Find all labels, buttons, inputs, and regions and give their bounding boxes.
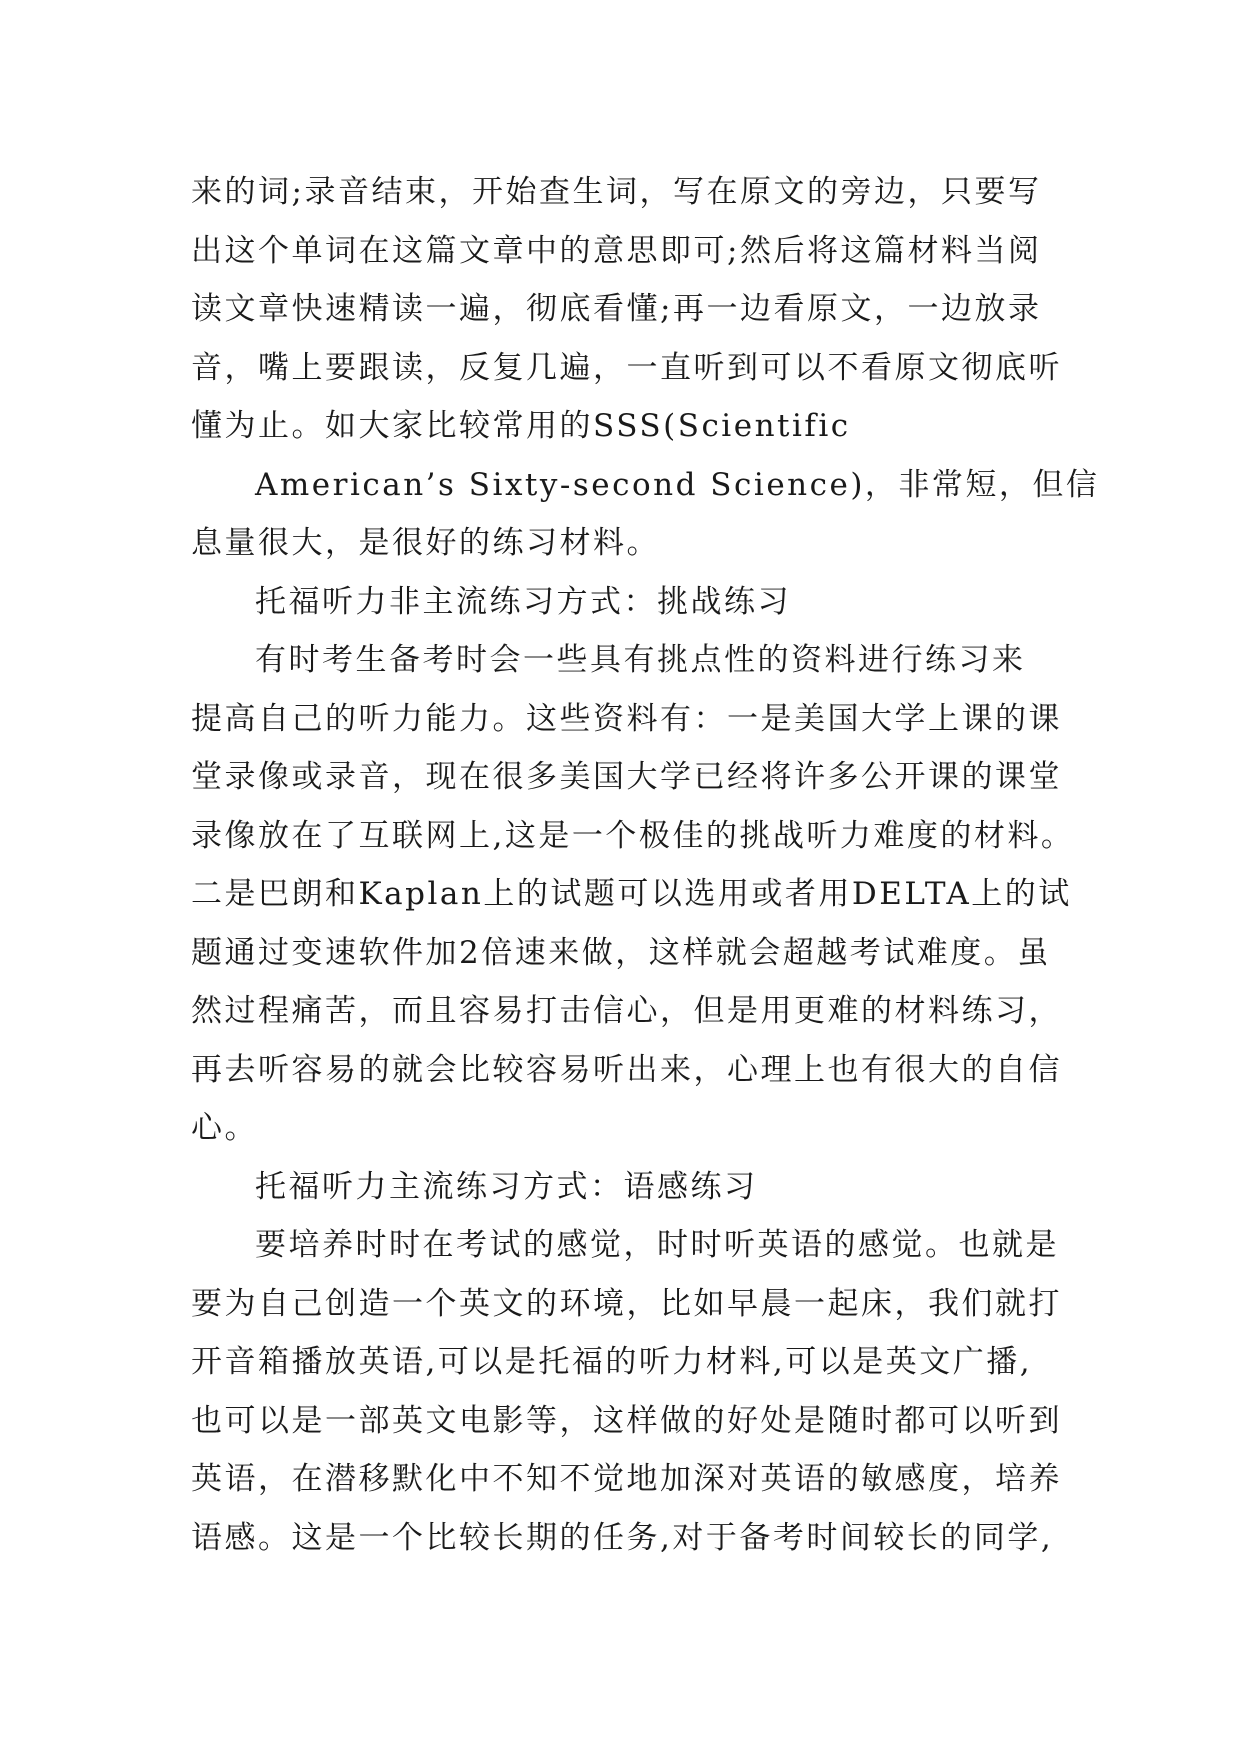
text-line: 录像放在了互联网上,这是一个极佳的挑战听力难度的材料。 <box>191 817 1075 854</box>
text-line: American’s Sixty-second Science)，非常短，但信 <box>255 466 1100 503</box>
paragraph <box>191 1216 1061 1567</box>
section-heading <box>191 1158 1061 1217</box>
paragraph <box>191 456 1100 573</box>
text-line: 音，嘴上要跟读，反复几遍，一直听到可以不看原文彻底听 <box>191 349 1062 386</box>
text-line: 读文章快速精读一遍，彻底看懂;再一边看原文，一边放录 <box>191 291 1042 327</box>
text-line: 托福听力主流练习方式：语感练习 <box>255 1168 758 1205</box>
text-line: 息量很大，是很好的练习材料。 <box>191 525 660 561</box>
text-line: 题通过变速软件加2倍速来做，这样就会超越考试难度。虽 <box>191 934 1051 971</box>
paragraph <box>191 163 1061 456</box>
text-line: 有时考生备考时会一些具有挑点性的资料进行练习来 <box>255 642 1026 678</box>
text-line: 出这个单词在这篇文章中的意思即可;然后将这篇材料当阅 <box>191 232 1042 269</box>
text-line: 堂录像或录音，现在很多美国大学已经将许多公开课的课堂 <box>191 759 1062 795</box>
paragraph <box>191 631 1075 1158</box>
text-line: 然过程痛苦，而且容易打击信心，但是用更难的材料练习， <box>191 993 1062 1029</box>
document-body <box>191 163 1100 1567</box>
text-line: 心。 <box>191 1110 258 1146</box>
text-line: 也可以是一部英文电影等，这样做的好处是随时都可以听到 <box>191 1402 1062 1439</box>
text-line: 懂为止。如大家比较常用的SSS(Scientific <box>191 408 851 444</box>
text-line: 开音箱播放英语,可以是托福的听力材料,可以是英文广播, <box>191 1344 1033 1380</box>
text-line: 语感。这是一个比较长期的任务,对于备考时间较长的同学, <box>191 1519 1054 1556</box>
text-line: 二是巴朗和Kaplan上的试题可以选用或者用DELTA上的试 <box>191 876 1072 912</box>
text-line: 再去听容易的就会比较容易听出来，心理上也有很大的自信 <box>191 1051 1062 1088</box>
section-heading <box>191 573 1061 632</box>
text-line: 来的词;录音结束，开始查生词，写在原文的旁边，只要写 <box>191 174 1042 210</box>
text-line: 要为自己创造一个英文的环境，比如早晨一起床，我们就打 <box>191 1285 1062 1322</box>
text-line: 要培养时时在考试的感觉，时时听英语的感觉。也就是 <box>255 1227 1059 1263</box>
text-line: 提高自己的听力能力。这些资料有：一是美国大学上课的课 <box>191 700 1062 737</box>
text-line: 英语，在潜移默化中不知不觉地加深对英语的敏感度，培养 <box>191 1461 1062 1497</box>
text-line: 托福听力非主流练习方式：挑战练习 <box>255 583 791 620</box>
